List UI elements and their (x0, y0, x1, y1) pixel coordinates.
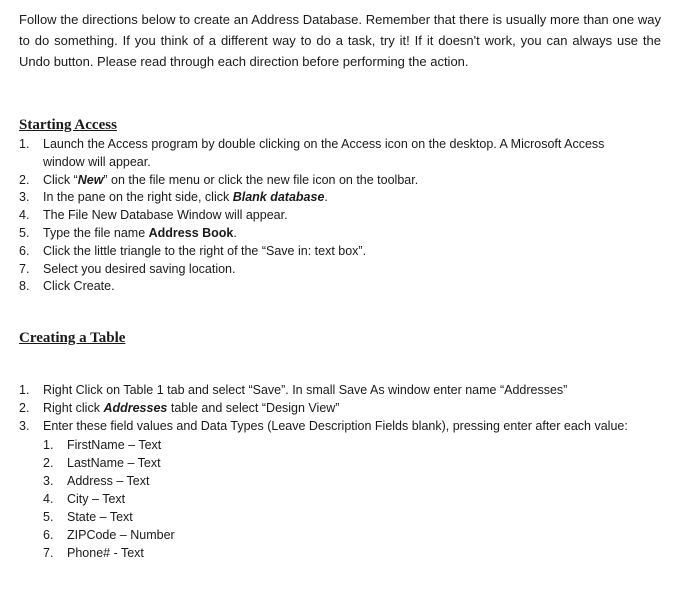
field-item: 3. Address – Text (43, 474, 150, 489)
field-item: 1. FirstName – Text (43, 438, 162, 453)
field-item: 2. LastName – Text (43, 456, 161, 471)
section-heading-starting-access: Starting Access (19, 117, 117, 133)
list-item: 4. The File New Database Window will appear. (19, 208, 288, 223)
field-item: 4. City – Text (43, 492, 126, 507)
list-item: 6. Click the little triangle to the right of the “Save in: text box”. (19, 243, 367, 258)
list-item: 1. Right Click on Table 1 tab and select “Save”. In small Save As window enter name “Addresses” (19, 383, 568, 397)
list-item: 7. Select you desired saving location. (19, 261, 236, 276)
emphasis-blank-database: Blank database (232, 190, 325, 205)
emphasis-address-book: Address Book (148, 225, 234, 240)
list-item: 3. Enter these field values and Data Types (Leave Description Fields blank), pressing enter after each value: 1. FirstName – Text 2. LastName – Text 3. Address – Text 4. City – Text 5. State – Text 6. ZIPCode – Number 7. Phone# - Text (0, 418, 633, 563)
field-item: 6. ZIPCode – Number (43, 528, 175, 543)
creating-table-steps (0, 382, 633, 562)
field-list (43, 436, 633, 562)
list-item: 3. In the pane on the right side, click Blank database. (19, 190, 328, 205)
list-item: 8. Click Create. (19, 279, 115, 294)
starting-access-steps (0, 136, 633, 296)
emphasis-addresses: Addresses (103, 400, 168, 415)
list-item: 2. Right click Addresses table and select “Design View” (19, 400, 340, 415)
list-item: 1. Launch the Access program by double clicking on the Access icon on the desktop. A Microsoft Access window will appear. (19, 137, 605, 169)
emphasis-new: New (77, 172, 104, 187)
list-item: 5. Type the file name Address Book. (19, 225, 237, 240)
field-item: 7. Phone# - Text (43, 546, 144, 561)
intro-paragraph: Follow the directions below to create an Address Database. Remember that there is usually more than one way to do something. If you think of a different way to do a task, try it! If it doesn't work, you can always use the Undo button. Please read through each direction before performing the action. (19, 12, 661, 69)
list-item: 2. Click “New” on the file menu or click the new file icon on the toolbar. (19, 172, 419, 187)
section-heading-creating-a-table: Creating a Table (19, 330, 126, 346)
field-item: 5. State – Text (43, 510, 133, 525)
